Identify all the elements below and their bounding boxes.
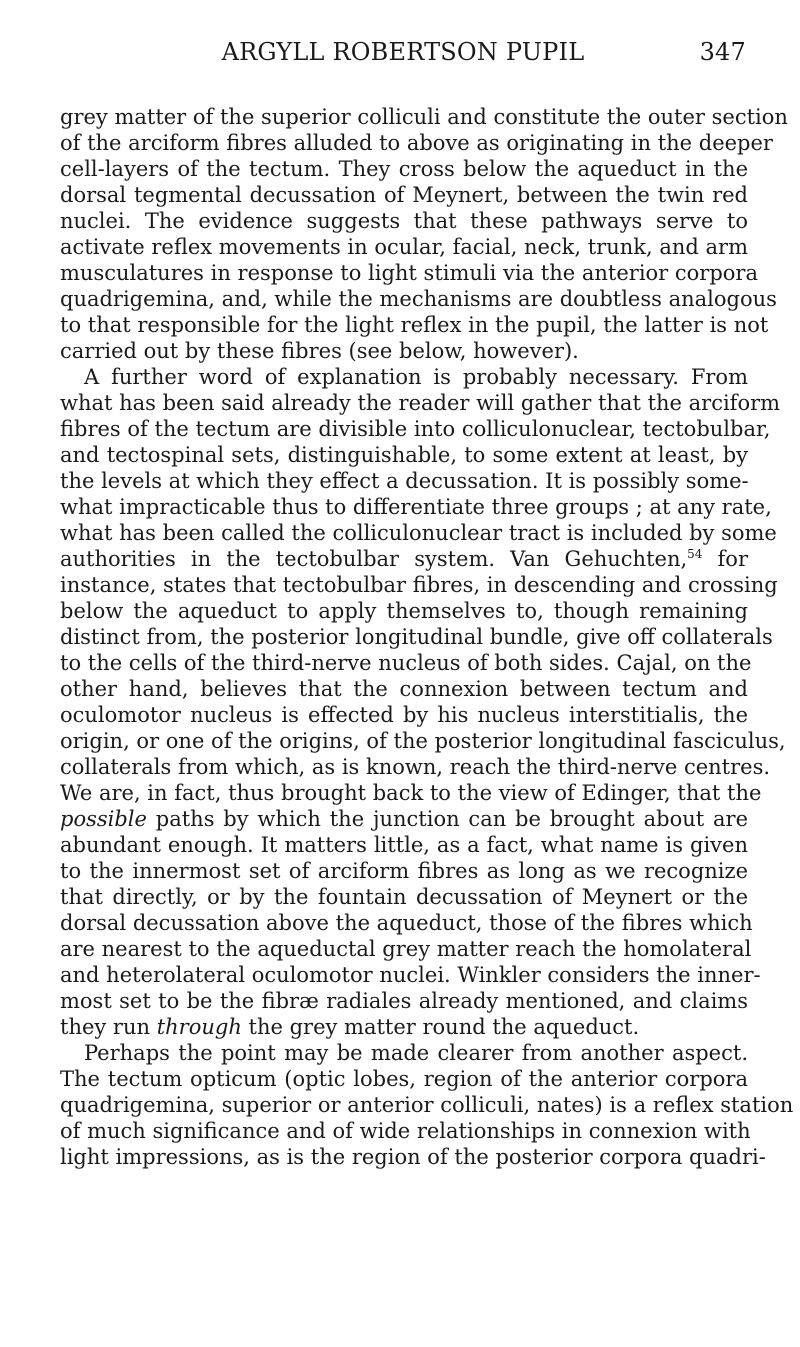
text-line: that directly, or by the fountain decussation of Meynert or the [60, 885, 748, 909]
text-line: of much significance and of wide relationships in connexion with [60, 1119, 751, 1143]
italic-word: possible [60, 807, 147, 831]
text-fragment: they run [60, 1015, 157, 1039]
text-line: instance, states that tectobulbar fibres, in descending and crossing [60, 573, 778, 597]
text-line: other hand, believes that the connexion between tectum and [60, 677, 748, 701]
text-line: Perhaps the point may be made clearer from another aspect. [84, 1041, 748, 1065]
text-fragment: the grey matter round the aqueduct. [241, 1015, 640, 1039]
text-line: the levels at which they effect a decussation. It is possibly some- [60, 469, 749, 493]
text-line: quadrigemina, superior or anterior colliculi, nates) is a reflex station [60, 1093, 794, 1117]
paragraph-2 [60, 364, 786, 1040]
text-line: A further word of explanation is probably necessary. From [84, 365, 748, 389]
text-line [60, 806, 748, 832]
page-number: 347 [699, 38, 746, 66]
text-line: collaterals from which, as is known, reach the third-nerve centres. [60, 755, 771, 779]
text-line: musculatures in response to light stimuli via the anterior corpora [60, 261, 758, 285]
text-line: distinct from, the posterior longitudinal bundle, give off collaterals [60, 625, 773, 649]
text-line: to that responsible for the light reflex in the pupil, the latter is not [60, 313, 769, 337]
running-title: ARGYLL ROBERTSON PUPIL [221, 38, 585, 66]
text-line: and heterolateral oculomotor nuclei. Winkler considers the inner- [60, 963, 761, 987]
text-line: abundant enough. It matters little, as a fact, what name is given [60, 833, 748, 857]
text-line [60, 1014, 748, 1040]
text-line: what has been called the colliculonuclear tract is included by some [60, 521, 777, 545]
text-line: what impracticable thus to differentiate three groups ; at any rate, [60, 495, 772, 519]
italic-word: through [156, 1015, 242, 1039]
text-line: light impressions, as is the region of the posterior corpora quadri- [60, 1145, 766, 1169]
body-text [60, 104, 794, 1170]
text-line: below the aqueduct to apply themselves to, though remaining [60, 599, 748, 623]
text-fragment: for [702, 547, 748, 571]
text-line: most set to be the fibræ radiales already mentioned, and claims [60, 989, 748, 1013]
text-line: to the innermost set of arciform fibres as long as we recognize [60, 859, 748, 883]
text-line: oculomotor nucleus is effected by his nucleus interstitialis, the [60, 703, 748, 727]
text-line: of the arciform fibres alluded to above as originating in the deeper [60, 131, 773, 155]
text-line: carried out by these fibres (see below, however). [60, 339, 579, 363]
text-line: grey matter of the superior colliculi and constitute the outer section [60, 105, 788, 129]
text-line: cell-layers of the tectum. They cross below the aqueduct in the [60, 157, 748, 181]
text-line: fibres of the tectum are divisible into colliculonuclear, tectobulbar, [60, 417, 771, 441]
text-line: origin, or one of the origins, of the posterior longitudinal fasciculus, [60, 729, 786, 753]
paragraph-3 [60, 1040, 794, 1170]
paragraph-1 [60, 104, 788, 364]
text-fragment: paths by which the junction can be brought about are [146, 807, 748, 831]
text-line: dorsal tegmental decussation of Meynert, between the twin red [60, 183, 748, 207]
text-line: We are, in fact, thus brought back to the view of Edinger, that the [60, 781, 762, 805]
text-line: The tectum opticum (optic lobes, region of the anterior corpora [60, 1067, 748, 1091]
text-line: nuclei. The evidence suggests that these pathways serve to [60, 209, 748, 233]
text-line: activate reflex movements in ocular, facial, neck, trunk, and arm [60, 235, 748, 259]
text-line: to the cells of the third-nerve nucleus of both sides. Cajal, on the [60, 651, 752, 675]
text-line [60, 546, 748, 572]
text-line: are nearest to the aqueductal grey matter reach the homolateral [60, 937, 752, 961]
text-line: dorsal decussation above the aqueduct, those of the fibres which [60, 911, 753, 935]
text-fragment: authorities in the tectobulbar system. Van Gehuchten, [60, 547, 688, 571]
text-line: quadrigemina, and, while the mechanisms are doubtless analogous [60, 287, 777, 311]
text-line: what has been said already the reader will gather that the arciform [60, 391, 781, 415]
text-line: and tectospinal sets, distinguishable, to some extent at least, by [60, 443, 748, 467]
running-head [60, 38, 746, 78]
footnote-reference: 54 [687, 547, 703, 561]
